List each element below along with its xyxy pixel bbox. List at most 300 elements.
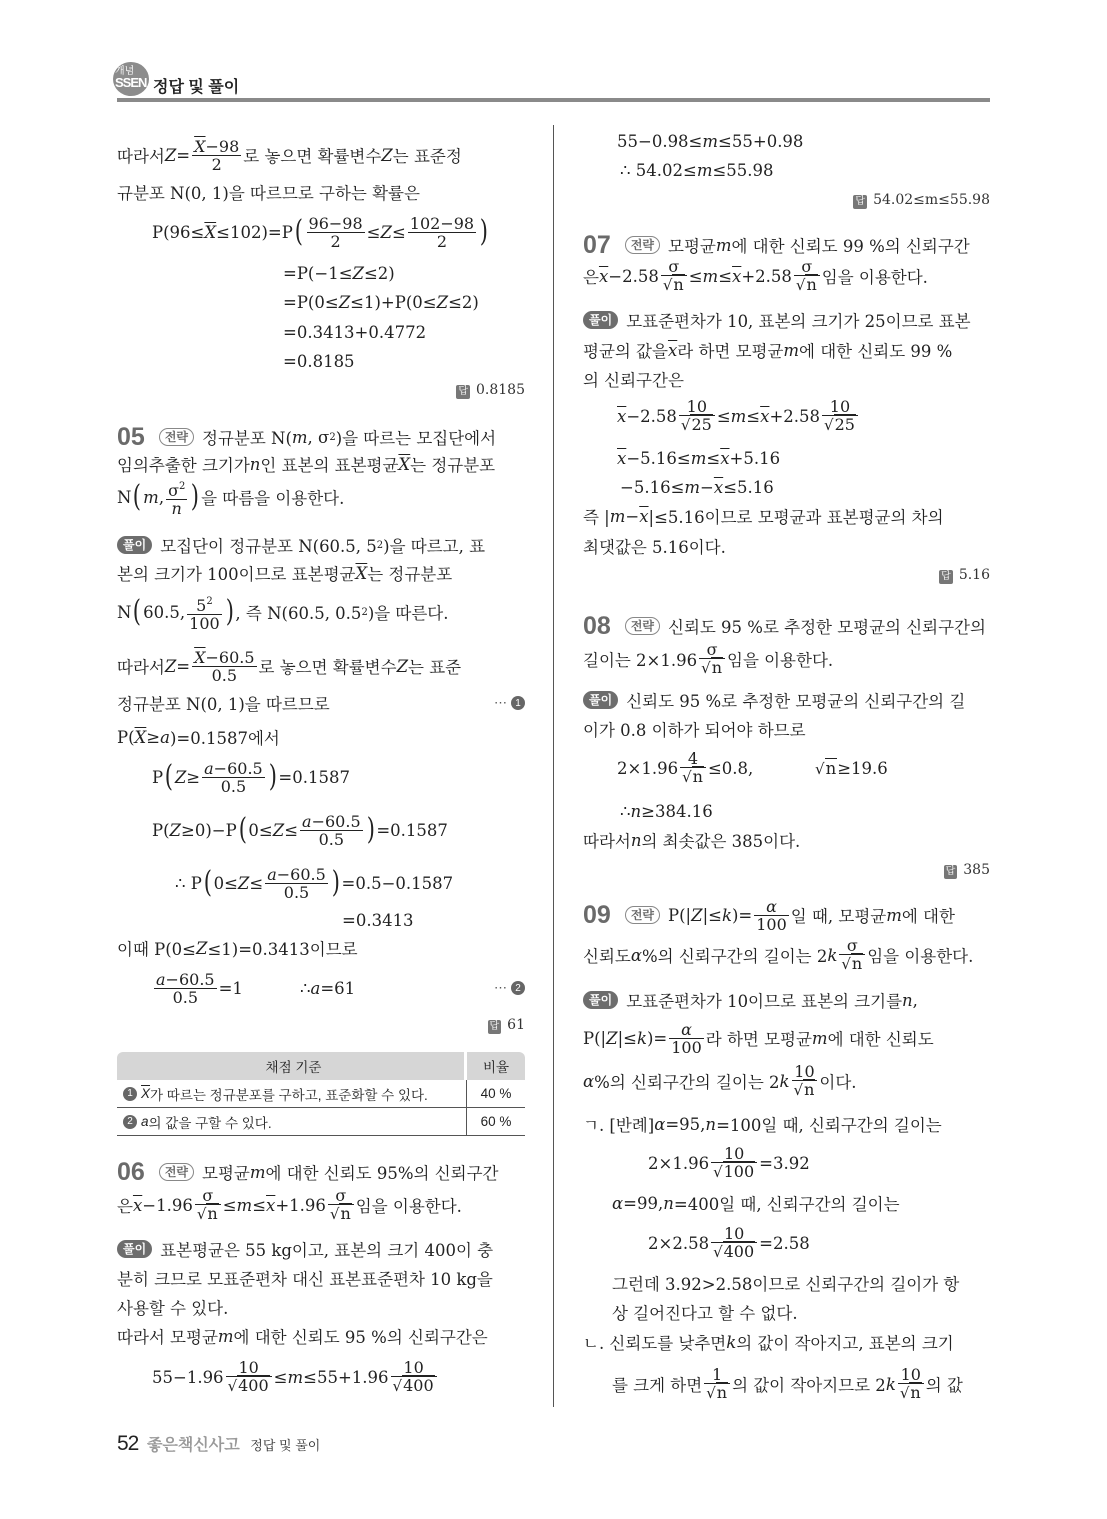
text: =0.1587 (376, 820, 448, 840)
text: 2×1.96 (648, 1153, 710, 1173)
mean-symbol: $\overline{x}$ (132, 1195, 143, 1215)
fraction (822, 398, 858, 434)
math-variable: m (690, 448, 707, 468)
header-logo (113, 62, 149, 96)
strategy-badge: 전략 (625, 617, 660, 635)
numerator (192, 649, 256, 667)
math-variable: k (721, 905, 732, 925)
numerator (202, 760, 265, 778)
denominator (711, 1243, 757, 1261)
text: +2.58 (769, 406, 821, 426)
text-line (612, 1188, 900, 1218)
text: 0.5 (172, 987, 199, 1007)
text: 이다. (819, 1073, 857, 1092)
text: ≤55.98 (712, 160, 774, 180)
mean-symbol: $\overline{x}$ (617, 448, 627, 468)
text: ≤ (252, 1195, 267, 1215)
step-dots: ⋯ (494, 980, 507, 996)
text: 100 (671, 1037, 702, 1057)
superscript: 2 (329, 431, 336, 443)
text-line (283, 258, 395, 288)
fraction (300, 813, 363, 848)
text-line (583, 825, 800, 855)
radicand: n (825, 758, 837, 778)
text: ≤ (391, 222, 406, 242)
text-line (152, 969, 243, 1007)
text: , σ (307, 427, 330, 447)
text: =0.8185 (283, 351, 355, 371)
text: 2 (211, 154, 222, 174)
text-line (456, 375, 525, 405)
big-paren: ) (479, 214, 489, 249)
text: 는 정규분포 (367, 565, 453, 584)
logo-bottom: SSEN (115, 75, 147, 90)
text: 1 (712, 1365, 723, 1384)
text-line (117, 449, 495, 479)
text-line (620, 155, 774, 185)
radicand: 400 (403, 1376, 434, 1395)
big-paren: ) (268, 759, 277, 794)
text-line (617, 443, 780, 473)
numerator (307, 215, 365, 233)
mean-symbol: $\overline{x}$ (598, 266, 609, 286)
answer-value: 0.8185 (476, 381, 525, 398)
square-root (330, 1204, 352, 1223)
row-ratio: 60 % (466, 1108, 525, 1135)
text: ≤5.16 (723, 477, 774, 497)
math-variable: Z (338, 292, 351, 312)
radical-sign-icon: √ (701, 659, 711, 677)
text: 길이는 2×1.96 (583, 651, 698, 670)
text: ≤ (222, 1195, 237, 1215)
text: ≤ (249, 873, 264, 893)
text-line (283, 317, 426, 347)
fraction (679, 398, 715, 434)
denominator (679, 416, 715, 434)
column-divider (553, 125, 554, 1407)
text: σ (335, 1186, 347, 1205)
math-variable: m (811, 1028, 828, 1048)
text: =P(−1≤ (283, 263, 353, 283)
text: 에 대한 신뢰도 95 %의 신뢰구간은 (233, 1328, 488, 1347)
text: 0≤ (213, 873, 238, 893)
text: 55−0.98≤ (617, 131, 703, 151)
radicand: 100 (723, 1162, 755, 1181)
denominator (792, 1081, 818, 1099)
math-variable: m (249, 1162, 266, 1182)
text-line (648, 1224, 810, 1261)
square-root (682, 767, 704, 786)
fraction (192, 649, 256, 684)
math-variable: m (143, 487, 159, 507)
math-variable: n (249, 454, 261, 474)
text: 로 놓으면 확률변수 (243, 147, 382, 166)
denominator (195, 1205, 221, 1223)
radical-sign-icon: √ (196, 1205, 207, 1223)
text: =3.92 (759, 1153, 810, 1173)
numerator (154, 971, 217, 989)
radicand: 25 (834, 415, 855, 434)
math-variable: m (886, 905, 902, 925)
math-variable: n (902, 990, 913, 1010)
text: +1.96 (275, 1195, 326, 1215)
denominator (328, 1205, 354, 1223)
text: =0.3413+0.4772 (283, 322, 427, 342)
text: 10 (794, 1062, 815, 1081)
text: =61 (320, 978, 356, 998)
text: ≤ (718, 266, 733, 286)
mean-symbol: $\overline{x}$ (639, 506, 649, 526)
text: +5.16 (729, 448, 781, 468)
text: 10 (723, 1144, 745, 1163)
math-variable: n (171, 498, 182, 518)
radicand: 25 (691, 415, 712, 434)
text: −5.16≤ (620, 477, 685, 497)
text: 은 (117, 1197, 133, 1216)
text: P( (117, 727, 135, 747)
radicand: n (806, 275, 817, 294)
fraction (680, 750, 706, 786)
text-line (117, 1321, 488, 1351)
text-line (117, 933, 358, 963)
math-variable: n (630, 801, 642, 821)
radical-sign-icon: √ (392, 1377, 403, 1395)
text-line (815, 753, 888, 783)
fraction (669, 1021, 704, 1056)
text: 100 (189, 613, 220, 633)
radical-sign-icon: √ (815, 759, 825, 778)
text: 모평균 (202, 1164, 250, 1183)
text: 의 최솟값은 385이다. (641, 832, 801, 851)
math-variable: α (630, 945, 642, 965)
text: 평균의 값을 (583, 342, 668, 361)
fraction (154, 971, 217, 1006)
text: −5.16≤ (626, 448, 691, 468)
text: 라 하면 모평균 (705, 1030, 812, 1049)
text: P(| (668, 905, 692, 925)
text: 0.5 (220, 776, 247, 796)
radicand: n (716, 1383, 728, 1402)
text: 을 따름을 이용한다. (201, 489, 345, 508)
square-root (713, 1162, 755, 1181)
text: =0.1587 (278, 767, 350, 787)
square-root (794, 1080, 816, 1099)
text: 라 하면 모평균 (677, 342, 784, 361)
superscript: 2 (206, 595, 213, 607)
text: 임을 이용한다. (355, 1197, 462, 1216)
text: )을 따르는 모집단에서 (335, 429, 497, 448)
radical-sign-icon: √ (795, 276, 806, 294)
math-variable: k (636, 1028, 647, 1048)
step-marker-icon: 1 (123, 1087, 137, 1101)
radicand: n (207, 1204, 218, 1223)
fraction (699, 641, 725, 677)
text: )=0.1587에서 (169, 729, 280, 748)
math-variable: m (291, 427, 308, 447)
text: σ (668, 257, 680, 276)
denominator (265, 884, 328, 901)
radicand: n (851, 954, 863, 973)
text: ≤ (716, 406, 731, 426)
text-line (583, 531, 726, 561)
text-line (939, 560, 990, 590)
denominator (661, 276, 687, 294)
text: , 즉 N(60.5, 0.5 (235, 604, 362, 623)
text: ≥384.16 (641, 801, 713, 821)
math-variable: Z (606, 1028, 618, 1048)
text-line (583, 714, 806, 744)
text: σ (168, 480, 179, 500)
math-variable: α (681, 1019, 692, 1039)
fraction (794, 258, 820, 294)
text: 는 정규분포 (410, 456, 496, 475)
big-paren: ) (191, 479, 200, 514)
text: ≤55+1.96 (303, 1367, 389, 1387)
denominator (822, 416, 858, 434)
math-variable: a (156, 969, 166, 989)
text: 96−98 (308, 213, 363, 233)
fraction (202, 760, 265, 795)
answer-value: 5.16 (958, 566, 990, 583)
answer-icon: 답 (855, 195, 866, 207)
math-variable: Z (380, 222, 392, 242)
numerator (265, 866, 328, 884)
numerator (300, 813, 363, 831)
text-line (583, 257, 928, 294)
numerator (669, 1021, 704, 1039)
text-line (117, 1263, 493, 1293)
radical-sign-icon: √ (706, 1384, 716, 1402)
answer (944, 862, 990, 879)
text-line (117, 722, 280, 752)
radicand: 400 (723, 1242, 755, 1261)
denominator (669, 1039, 704, 1056)
answer-icon: 답 (458, 385, 468, 397)
text: ≤0.8, (707, 758, 754, 778)
text: 임을 이용한다. (867, 947, 974, 966)
math-variable: Z (169, 820, 182, 840)
mean-symbol: $\overline{x}$ (720, 448, 730, 468)
text-line (612, 1268, 959, 1298)
text: 모표준편차가 10, 표본의 크기가 25이므로 표본 (626, 312, 971, 331)
text: =1 (218, 978, 243, 998)
text-line (117, 422, 496, 452)
text: 은 (583, 268, 599, 287)
text-line (583, 640, 834, 677)
text: P (152, 767, 164, 787)
big-paren: ) (225, 594, 234, 629)
text: ≤102)=P (216, 222, 293, 242)
text: 즉 | (583, 508, 610, 527)
text: 임을 이용한다. (821, 268, 928, 287)
math-variable: Z (174, 767, 187, 787)
big-paren: ( (164, 759, 174, 794)
math-variable: Z (237, 873, 250, 893)
text-line (117, 479, 345, 518)
text-line (117, 1157, 498, 1187)
text: 임을 이용한다. (727, 651, 834, 670)
step-marker-icon: 1 (511, 696, 525, 710)
text-line (117, 558, 452, 588)
text: %의 신뢰구간의 길이는 2 (594, 1073, 780, 1092)
text-line (583, 335, 952, 365)
math-variable: k (827, 945, 838, 965)
math-variable: n (705, 1114, 717, 1134)
text: 60.5, (143, 602, 186, 622)
math-variable: Z (164, 145, 177, 165)
radical-sign-icon: √ (713, 1163, 723, 1181)
text-line (283, 287, 479, 317)
text-line (583, 936, 974, 973)
answer-value: 385 (963, 861, 990, 878)
text: 의 값 (925, 1376, 963, 1395)
math-variable: a (302, 811, 312, 831)
mean-symbol: $\overline{x}$ (667, 340, 678, 360)
square-root (228, 1376, 270, 1395)
text: )= (731, 905, 753, 925)
text: P(96≤ (152, 222, 205, 242)
square-root (841, 954, 863, 973)
square-root (701, 658, 723, 677)
radicand: n (692, 767, 703, 786)
text: 임의추출한 크기가 (117, 456, 250, 475)
big-paren: ) (331, 865, 340, 900)
page-number: 52 (117, 1432, 139, 1455)
text: σ (202, 1186, 214, 1205)
text: ≤ (366, 222, 381, 242)
text: ≤ (746, 406, 761, 426)
denominator (408, 233, 476, 250)
solution-badge: 풀이 (583, 311, 618, 329)
text: 규분포 N(0, 1)을 따르므로 구하는 확률은 (117, 184, 420, 203)
fraction (711, 1225, 757, 1261)
denominator (704, 1384, 730, 1402)
fraction (265, 866, 328, 901)
text: ≤55+0.98 (718, 131, 804, 151)
text: 이가 0.8 이하가 되어야 하므로 (583, 721, 806, 740)
text: σ (846, 936, 858, 955)
denominator (307, 233, 365, 250)
row-criteria (117, 1108, 466, 1135)
mean-symbol: $\overline{x}$ (760, 406, 770, 426)
text-line (620, 796, 713, 826)
text-line (117, 1234, 493, 1264)
text: 모집단이 정규분포 N(60.5, 5 (160, 537, 377, 556)
text: −60.5 (165, 969, 215, 989)
math-variable: m (783, 340, 800, 360)
text: 100 (756, 914, 787, 934)
grading-table (117, 1052, 525, 1136)
denominator (226, 1377, 272, 1395)
text: )을 따른다. (367, 604, 449, 623)
text: 일 때, 모평균 (790, 907, 887, 926)
superscript: 2 (178, 480, 186, 492)
text-line (117, 1186, 462, 1223)
radicand: n (711, 658, 722, 677)
math-variable: a (141, 1114, 149, 1129)
text-line (583, 1062, 857, 1099)
text: 에 대한 신뢰도 95%의 신뢰구간 (265, 1164, 499, 1183)
strategy-badge: 전략 (625, 236, 660, 254)
math-variable: m (684, 477, 701, 497)
text: 102−98 (409, 213, 475, 233)
text: ≤ (688, 266, 703, 286)
text: 10 (686, 397, 708, 416)
mean-symbol: $\overline{X}$ (194, 647, 206, 667)
table-header (117, 1052, 525, 1080)
table-row (117, 1080, 525, 1108)
math-variable: m (217, 1326, 234, 1346)
answer-icon: 답 (489, 1020, 500, 1032)
text-line (152, 811, 448, 849)
text: 55−1.96 (152, 1367, 224, 1387)
denominator (192, 667, 256, 684)
fraction (226, 1359, 272, 1395)
text: )= (646, 1028, 668, 1048)
text-line (117, 136, 462, 174)
text: σ (801, 257, 813, 276)
text-line (617, 397, 860, 434)
fraction (195, 1187, 221, 1223)
radical-sign-icon: √ (793, 1081, 804, 1099)
math-variable: a (310, 978, 321, 998)
radicand: n (673, 275, 684, 294)
text: σ (706, 640, 718, 659)
math-variable: n (630, 830, 642, 850)
text: ∴ 54.02≤ (620, 160, 697, 180)
fraction (307, 215, 365, 250)
fraction (898, 1366, 924, 1402)
fraction (704, 1366, 730, 1402)
text-line (283, 346, 355, 376)
math-variable: m (702, 266, 719, 286)
text: 상 길어진다고 할 수 없다. (612, 1304, 798, 1323)
text: −60.5 (213, 758, 263, 778)
text-line (583, 230, 970, 260)
numerator (166, 478, 187, 500)
answer-value: 54.02≤m≤55.98 (873, 191, 990, 208)
text-line (853, 185, 990, 215)
text-line (117, 647, 462, 685)
text: 0.5 (211, 665, 238, 685)
math-variable: a (267, 864, 277, 884)
text: 표본평균은 55 kg이고, 표본의 크기 400이 충 (160, 1241, 494, 1260)
text: 정규분포 N(0, 1)을 따르므로 (117, 695, 330, 714)
big-paren: ( (294, 214, 303, 249)
answer-value: 61 (507, 1016, 525, 1033)
radical-sign-icon: √ (682, 768, 692, 786)
fraction (754, 898, 789, 933)
footer-title: 정답 및 풀이 (250, 1438, 321, 1453)
denominator (699, 659, 725, 677)
numerator (754, 898, 789, 916)
math-variable: Z (164, 656, 177, 676)
text: =0.3413 (342, 910, 414, 930)
text-line (612, 1297, 798, 1327)
text: −1.96 (142, 1195, 193, 1215)
radicand: n (340, 1204, 351, 1223)
text: 0.5 (318, 829, 345, 849)
fraction (839, 937, 865, 973)
text: P( (152, 820, 170, 840)
mean-symbol: $\overline{x}$ (713, 477, 724, 497)
text: 정규분포 N( (202, 429, 292, 448)
text-line (117, 177, 420, 207)
square-root (824, 415, 856, 434)
math-variable: m (236, 1195, 253, 1215)
text: 최댓값은 5.16이다. (583, 538, 726, 557)
radical-sign-icon: √ (329, 1205, 340, 1223)
